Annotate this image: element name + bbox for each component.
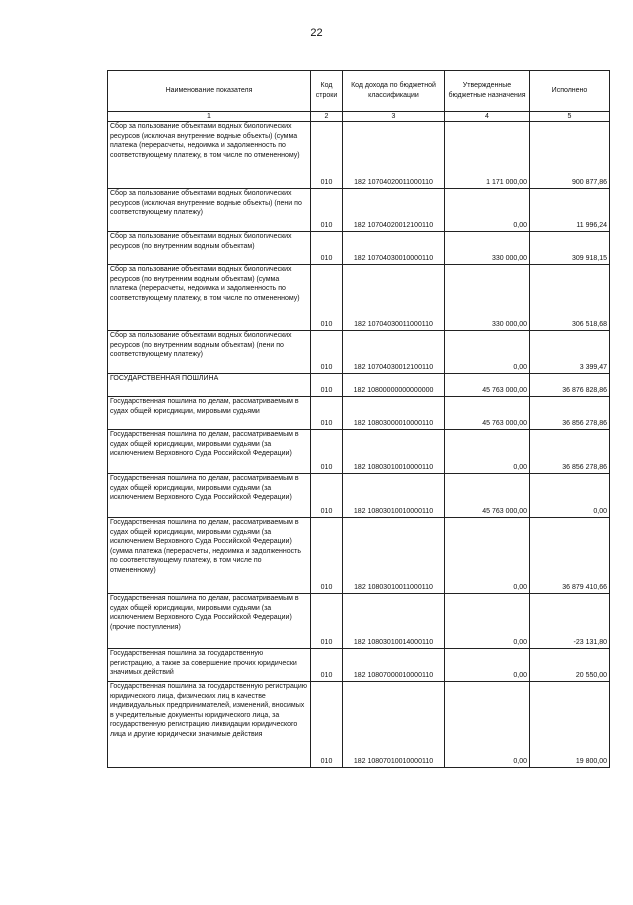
- row-executed: 306 518,68: [530, 265, 610, 331]
- row-approved: 0,00: [445, 682, 530, 768]
- row-code: 010: [311, 232, 343, 265]
- row-code: 010: [311, 682, 343, 768]
- row-executed: 309 918,15: [530, 232, 610, 265]
- row-kbk: 182 10807010010000110: [343, 682, 445, 768]
- row-code: 010: [311, 397, 343, 430]
- row-kbk: 182 10803010010000110: [343, 474, 445, 518]
- table-row: [108, 331, 610, 374]
- row-approved: 0,00: [445, 518, 530, 594]
- row-kbk: 182 10704020011000110: [343, 122, 445, 189]
- table-row: [108, 122, 610, 189]
- header-row: [108, 71, 610, 112]
- col-number: 3: [343, 112, 445, 122]
- table-row: [108, 518, 610, 594]
- table-row: [108, 397, 610, 430]
- col-header-kbk: Код дохода по бюджетной классификации: [343, 71, 445, 112]
- row-kbk: 182 10704020012100110: [343, 189, 445, 232]
- table-row: [108, 594, 610, 649]
- row-name: Государственная пошлина по делам, рассматриваемым в судах общей юрисдикции, мировыми судьями: [108, 397, 311, 430]
- row-name: Сбор за пользование объектами водных биологических ресурсов (исключая внутренние водные объекты) (пени по соответствующему платежу): [108, 189, 311, 232]
- column-number-row: [108, 112, 610, 122]
- table-row: [108, 232, 610, 265]
- table-row: [108, 265, 610, 331]
- row-approved: 45 763 000,00: [445, 474, 530, 518]
- row-name: Государственная пошлина за государственную регистрацию, а также за совершение прочих юридически значимых действий: [108, 649, 311, 682]
- row-name: Государственная пошлина за государственную регистрацию юридического лица, физических лиц в качестве индивидуальных предпринимателей, изменений, вносимых в учредительные документы юридического лица, за государственную регистрацию ликвидации юридического лица и другие юридически значимые действия: [108, 682, 311, 768]
- row-approved: 330 000,00: [445, 265, 530, 331]
- table-row: [108, 474, 610, 518]
- row-code: 010: [311, 649, 343, 682]
- row-kbk: 182 10803010014000110: [343, 594, 445, 649]
- row-approved: 0,00: [445, 189, 530, 232]
- row-kbk: 182 10704030011000110: [343, 265, 445, 331]
- row-code: 010: [311, 374, 343, 397]
- row-code: 010: [311, 331, 343, 374]
- row-kbk: 182 10803010010000110: [343, 430, 445, 474]
- row-approved: 45 763 000,00: [445, 374, 530, 397]
- col-number: 2: [311, 112, 343, 122]
- col-header-name: Наименование показателя: [108, 71, 311, 112]
- row-executed: 36 856 278,86: [530, 430, 610, 474]
- col-header-approved: Утвержденные бюджетные назначения: [445, 71, 530, 112]
- table-row: [108, 682, 610, 768]
- row-executed: 11 996,24: [530, 189, 610, 232]
- col-number: 1: [108, 112, 311, 122]
- row-executed: 36 856 278,86: [530, 397, 610, 430]
- row-code: 010: [311, 265, 343, 331]
- row-code: 010: [311, 518, 343, 594]
- income-table: [107, 70, 610, 768]
- row-executed: 900 877,86: [530, 122, 610, 189]
- row-code: 010: [311, 122, 343, 189]
- row-name: ГОСУДАРСТВЕННАЯ ПОШЛИНА: [108, 374, 311, 397]
- row-approved: 330 000,00: [445, 232, 530, 265]
- row-code: 010: [311, 430, 343, 474]
- row-kbk: 182 10803010011000110: [343, 518, 445, 594]
- row-executed: 19 800,00: [530, 682, 610, 768]
- row-name: Государственная пошлина по делам, рассматриваемым в судах общей юрисдикции, мировыми судьями (за исключением Верховного Суда Российской Федерации): [108, 430, 311, 474]
- col-number: 5: [530, 112, 610, 122]
- row-name: Сбор за пользование объектами водных биологических ресурсов (по внутренним водным объектам) (пени по соответствующему платежу): [108, 331, 311, 374]
- row-executed: 36 879 410,66: [530, 518, 610, 594]
- row-name: Государственная пошлина по делам, рассматриваемым в судах общей юрисдикции, мировыми судьями (за исключением Верховного Суда Российской Федерации): [108, 474, 311, 518]
- row-approved: 0,00: [445, 331, 530, 374]
- row-name: Государственная пошлина по делам, рассматриваемым в судах общей юрисдикции, мировыми судьями (за исключением Верховного Суда Российской Федерации) (сумма платежа (перерасчеты, недоимка и задолженность по соответствующему платежу, в том числе по отмененному): [108, 518, 311, 594]
- row-code: 010: [311, 594, 343, 649]
- row-executed: -23 131,80: [530, 594, 610, 649]
- row-approved: 0,00: [445, 430, 530, 474]
- table-row: [108, 649, 610, 682]
- row-executed: 20 550,00: [530, 649, 610, 682]
- row-approved: 45 763 000,00: [445, 397, 530, 430]
- row-kbk: 182 10800000000000000: [343, 374, 445, 397]
- row-executed: 3 399,47: [530, 331, 610, 374]
- col-number: 4: [445, 112, 530, 122]
- row-kbk: 182 10803000010000110: [343, 397, 445, 430]
- row-name: Сбор за пользование объектами водных биологических ресурсов (исключая внутренние водные объекты) (сумма платежа (перерасчеты, недоимка и задолженность по соответствующему платежу, в том числе по отмененному): [108, 122, 311, 189]
- row-name: Сбор за пользование объектами водных биологических ресурсов (по внутренним водным объектам) (сумма платежа (перерасчеты, недоимка и задолженность по соответствующему платежу, в том числе по отмененному): [108, 265, 311, 331]
- table-row: [108, 189, 610, 232]
- row-approved: 1 171 000,00: [445, 122, 530, 189]
- table-row: [108, 430, 610, 474]
- row-approved: 0,00: [445, 649, 530, 682]
- col-header-code: Код строки: [311, 71, 343, 112]
- row-code: 010: [311, 474, 343, 518]
- row-approved: 0,00: [445, 594, 530, 649]
- col-header-executed: Исполнено: [530, 71, 610, 112]
- row-name: Государственная пошлина по делам, рассматриваемым в судах общей юрисдикции, мировыми судьями (за исключением Верховного Суда Российской Федерации) (прочие поступления): [108, 594, 311, 649]
- row-kbk: 182 10704030010000110: [343, 232, 445, 265]
- row-executed: 36 876 828,86: [530, 374, 610, 397]
- row-kbk: 182 10807000010000110: [343, 649, 445, 682]
- page-number: 22: [310, 27, 323, 39]
- row-executed: 0,00: [530, 474, 610, 518]
- table-row: [108, 374, 610, 397]
- row-code: 010: [311, 189, 343, 232]
- row-kbk: 182 10704030012100110: [343, 331, 445, 374]
- row-name: Сбор за пользование объектами водных биологических ресурсов (по внутренним водным объектам): [108, 232, 311, 265]
